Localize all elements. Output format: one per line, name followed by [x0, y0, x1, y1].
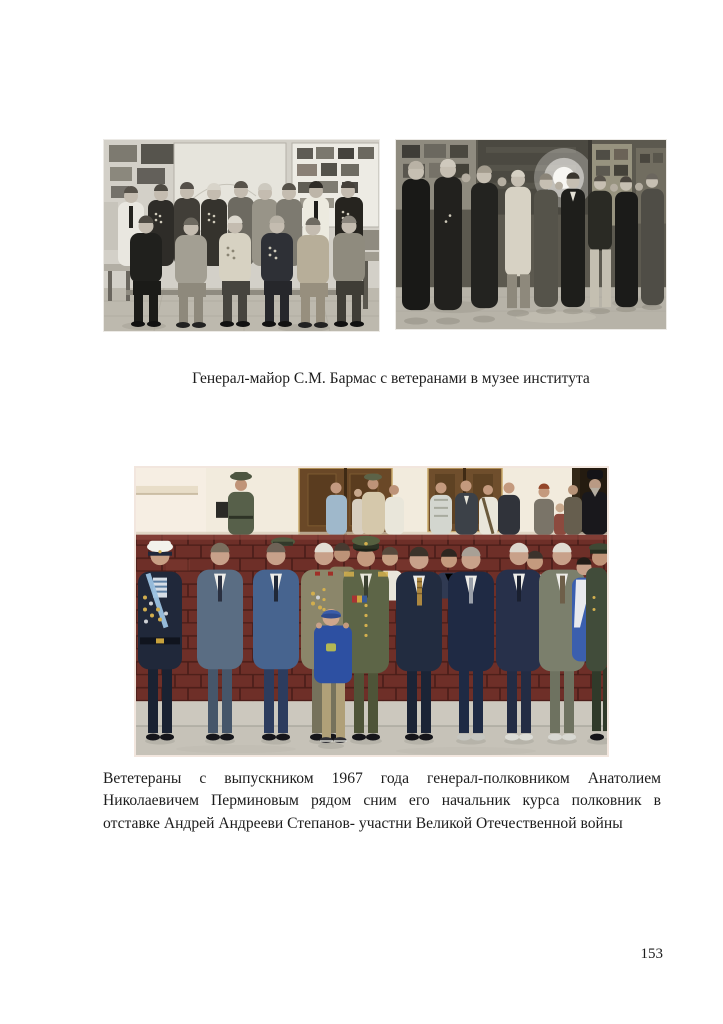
caption-line-1: Вететераны с выпускником 1967 года генерал-полковником Анатолием — [103, 770, 661, 787]
photo-veterans-museum-standing — [395, 139, 667, 330]
caption-veterans-1967 — [103, 768, 661, 835]
caption-line-2: Николаевичем Перминовым рядом сним его начальник курса полковник в — [103, 792, 661, 810]
caption-museum-photo: Генерал-майор С.М. Бармас с ветеранами в музее института — [192, 370, 590, 387]
photo-top-left-art — [104, 140, 379, 331]
photo-bottom-art — [136, 468, 607, 755]
photo-veterans-brick-wall — [134, 466, 609, 757]
photo-top-right-art — [396, 140, 666, 329]
page-number: 153 — [640, 946, 663, 962]
caption-line-3: отставке Андрей Андрееви Степанов- участни Великой Отечественной войны — [103, 814, 623, 832]
photo-veterans-museum-group — [103, 139, 380, 332]
